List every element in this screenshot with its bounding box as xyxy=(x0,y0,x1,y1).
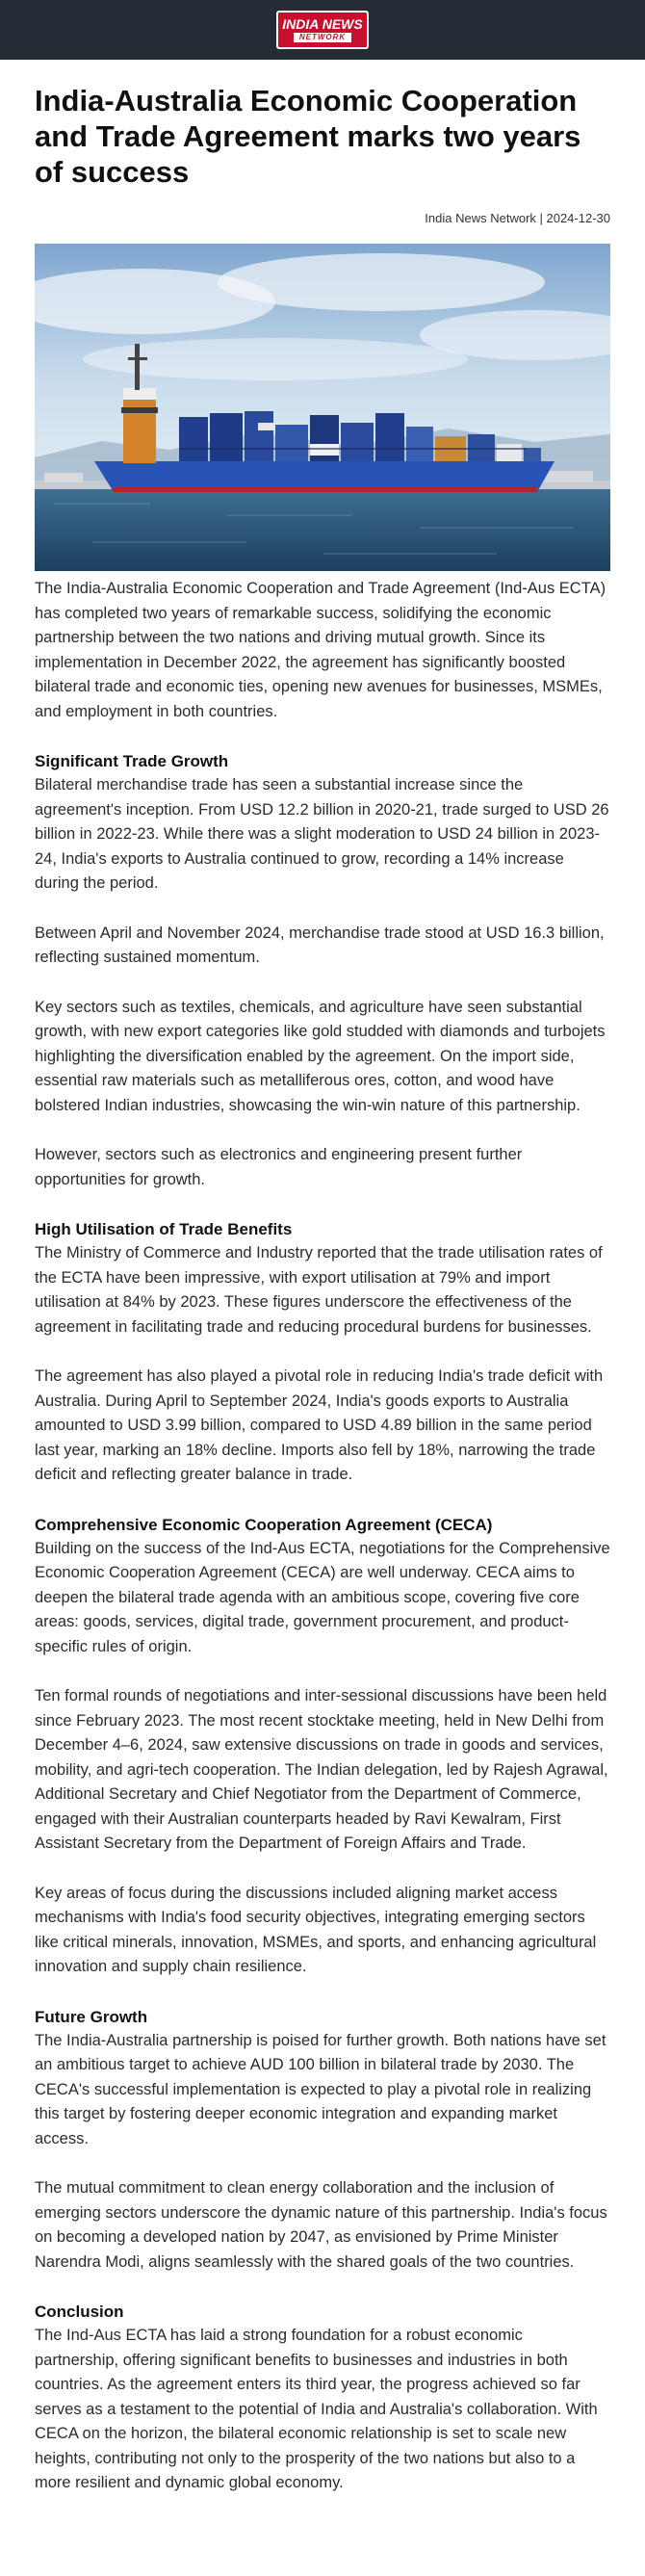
hero-image xyxy=(35,244,610,571)
article xyxy=(35,83,610,2496)
paragraph: Bilateral merchandise trade has seen a substantial increase since the agreement's inception. From USD 12.2 billion in 2020-21, trade surged to USD 26 billion in 2022-23. While there was a slight moderation to USD 24 billion in 2023-24, India's exports to Australia continued to grow, recording a 14% increase during the period. xyxy=(35,776,609,892)
article-intro: The India-Australia Economic Cooperation and Trade Agreement (Ind-Aus ECTA) has completed two years of remarkable success, solidifying the economic partnership between the two nations and driving mutual growth. Since its implementation in December 2022, the agreement has significantly boosted bilateral trade and economic ties, opening new avenues for businesses, MSMEs, and employment in both countries. xyxy=(35,580,606,720)
section-heading-future-growth: Future Growth xyxy=(35,2007,148,2026)
paragraph: Building on the success of the Ind-Aus ECTA, negotiations for the Comprehensive Economic Cooperation Agreement (CECA) are well underway. CECA aims to deepen the bilateral trade agenda with an ambitious scope, covering five core areas: goods, services, digital trade, government procurement, and product-specific rules of origin. xyxy=(35,1539,610,1655)
section-heading-utilisation: High Utilisation of Trade Benefits xyxy=(35,1220,293,1238)
paragraph: The agreement has also played a pivotal role in reducing India's trade deficit with Australia. During April to September 2024, India's goods exports to Australia amounted to USD 3.99 billion, compared to USD 4.89 billion in the same period last year, marking an 18% decline. Imports also fell by 18%, narrowing the trade deficit and reflecting greater balance in trade. xyxy=(35,1367,604,1483)
article-title: India-Australia Economic Cooperation and Trade Agreement marks two years of success xyxy=(35,84,581,189)
site-logo[interactable] xyxy=(276,11,369,49)
paragraph: Between April and November 2024, merchandise trade stood at USD 16.3 billion, reflecting sustained momentum. xyxy=(35,924,605,966)
paragraph: The Ministry of Commerce and Industry reported that the trade utilisation rates of the ECTA have been impressive, with export utilisation at 79% and import utilisation at 84% by 2023. These figures underscore the effectiveness of the agreement in facilitating trade and reducing procedural burdens for businesses. xyxy=(35,1244,603,1336)
section-heading-trade-growth: Significant Trade Growth xyxy=(35,752,229,770)
paragraph: Key areas of focus during the discussions included aligning market access mechanisms with India's food security objectives, integrating emerging sectors like critical minerals, innovation, MSMEs, and sports, and enhancing agricultural innovation and supply chain resilience. xyxy=(35,1884,597,1975)
paragraph: The India-Australia partnership is poised for further growth. Both nations have set an ambitious target to achieve AUD 100 billion in bilateral trade by 2030. The CECA's successful implementation is expected to play a pivotal role in realizing this target by fostering deeper economic integration and expanding market access. xyxy=(35,2031,606,2147)
paragraph: Ten formal rounds of negotiations and inter-sessional discussions have been held since February 2023. The most recent stocktake meeting, held in New Delhi from December 4–6, 2024, saw extensive discussions on trade in goods and services, mobility, and agri-tech cooperation. The Indian delegation, led by Rajesh Agrawal, Additional Secretary and Chief Negotiator from the Department of Commerce, engaged with their Australian counterparts headed by Ravi Kewalram, First Assistant Secretary from the Department of Foreign Affairs and Trade. xyxy=(35,1687,608,1852)
top-bar xyxy=(0,0,645,60)
paragraph: The mutual commitment to clean energy collaboration and the inclusion of emerging sectors underscore the dynamic nature of this partnership. India's focus on becoming a developed nation by 2047, as envisioned by Prime Minister Narendra Modi, aligns seamlessly with the shared goals of the two countries. xyxy=(35,2179,607,2271)
paragraph: The Ind-Aus ECTA has laid a strong foundation for a robust economic partnership, offering significant benefits to businesses and industries in both countries. As the agreement enters its third year, the progress achieved so far serves as a testament to the potential of India and Australia's collaboration. With CECA on the horizon, the bilateral economic relationship is set to scale new heights, contributing not only to the prosperity of the two nations but also to a more resilient and dynamic global economy. xyxy=(35,2327,598,2491)
article-meta: India News Network | 2024-12-30 xyxy=(425,211,610,225)
paragraph: However, sectors such as electronics and engineering present further opportunities for growth. xyxy=(35,1146,523,1188)
logo-text-primary: INDIA NEWS xyxy=(282,16,363,32)
section-heading-ceca: Comprehensive Economic Cooperation Agreement (CECA) xyxy=(35,1515,493,1534)
paragraph: Key sectors such as textiles, chemicals, and agriculture have seen substantial growth, with new export categories like gold studded with diamonds and turbojets highlighting the diversification enabled by the agreement. On the import side, essential raw materials such as metalliferous ores, cotton, and wood have bolstered Indian industries, showcasing the win-win nature of this partnership. xyxy=(35,998,606,1114)
logo-text-secondary: NETWORK xyxy=(294,33,351,42)
section-heading-conclusion: Conclusion xyxy=(35,2303,124,2321)
article-body xyxy=(35,577,610,2496)
